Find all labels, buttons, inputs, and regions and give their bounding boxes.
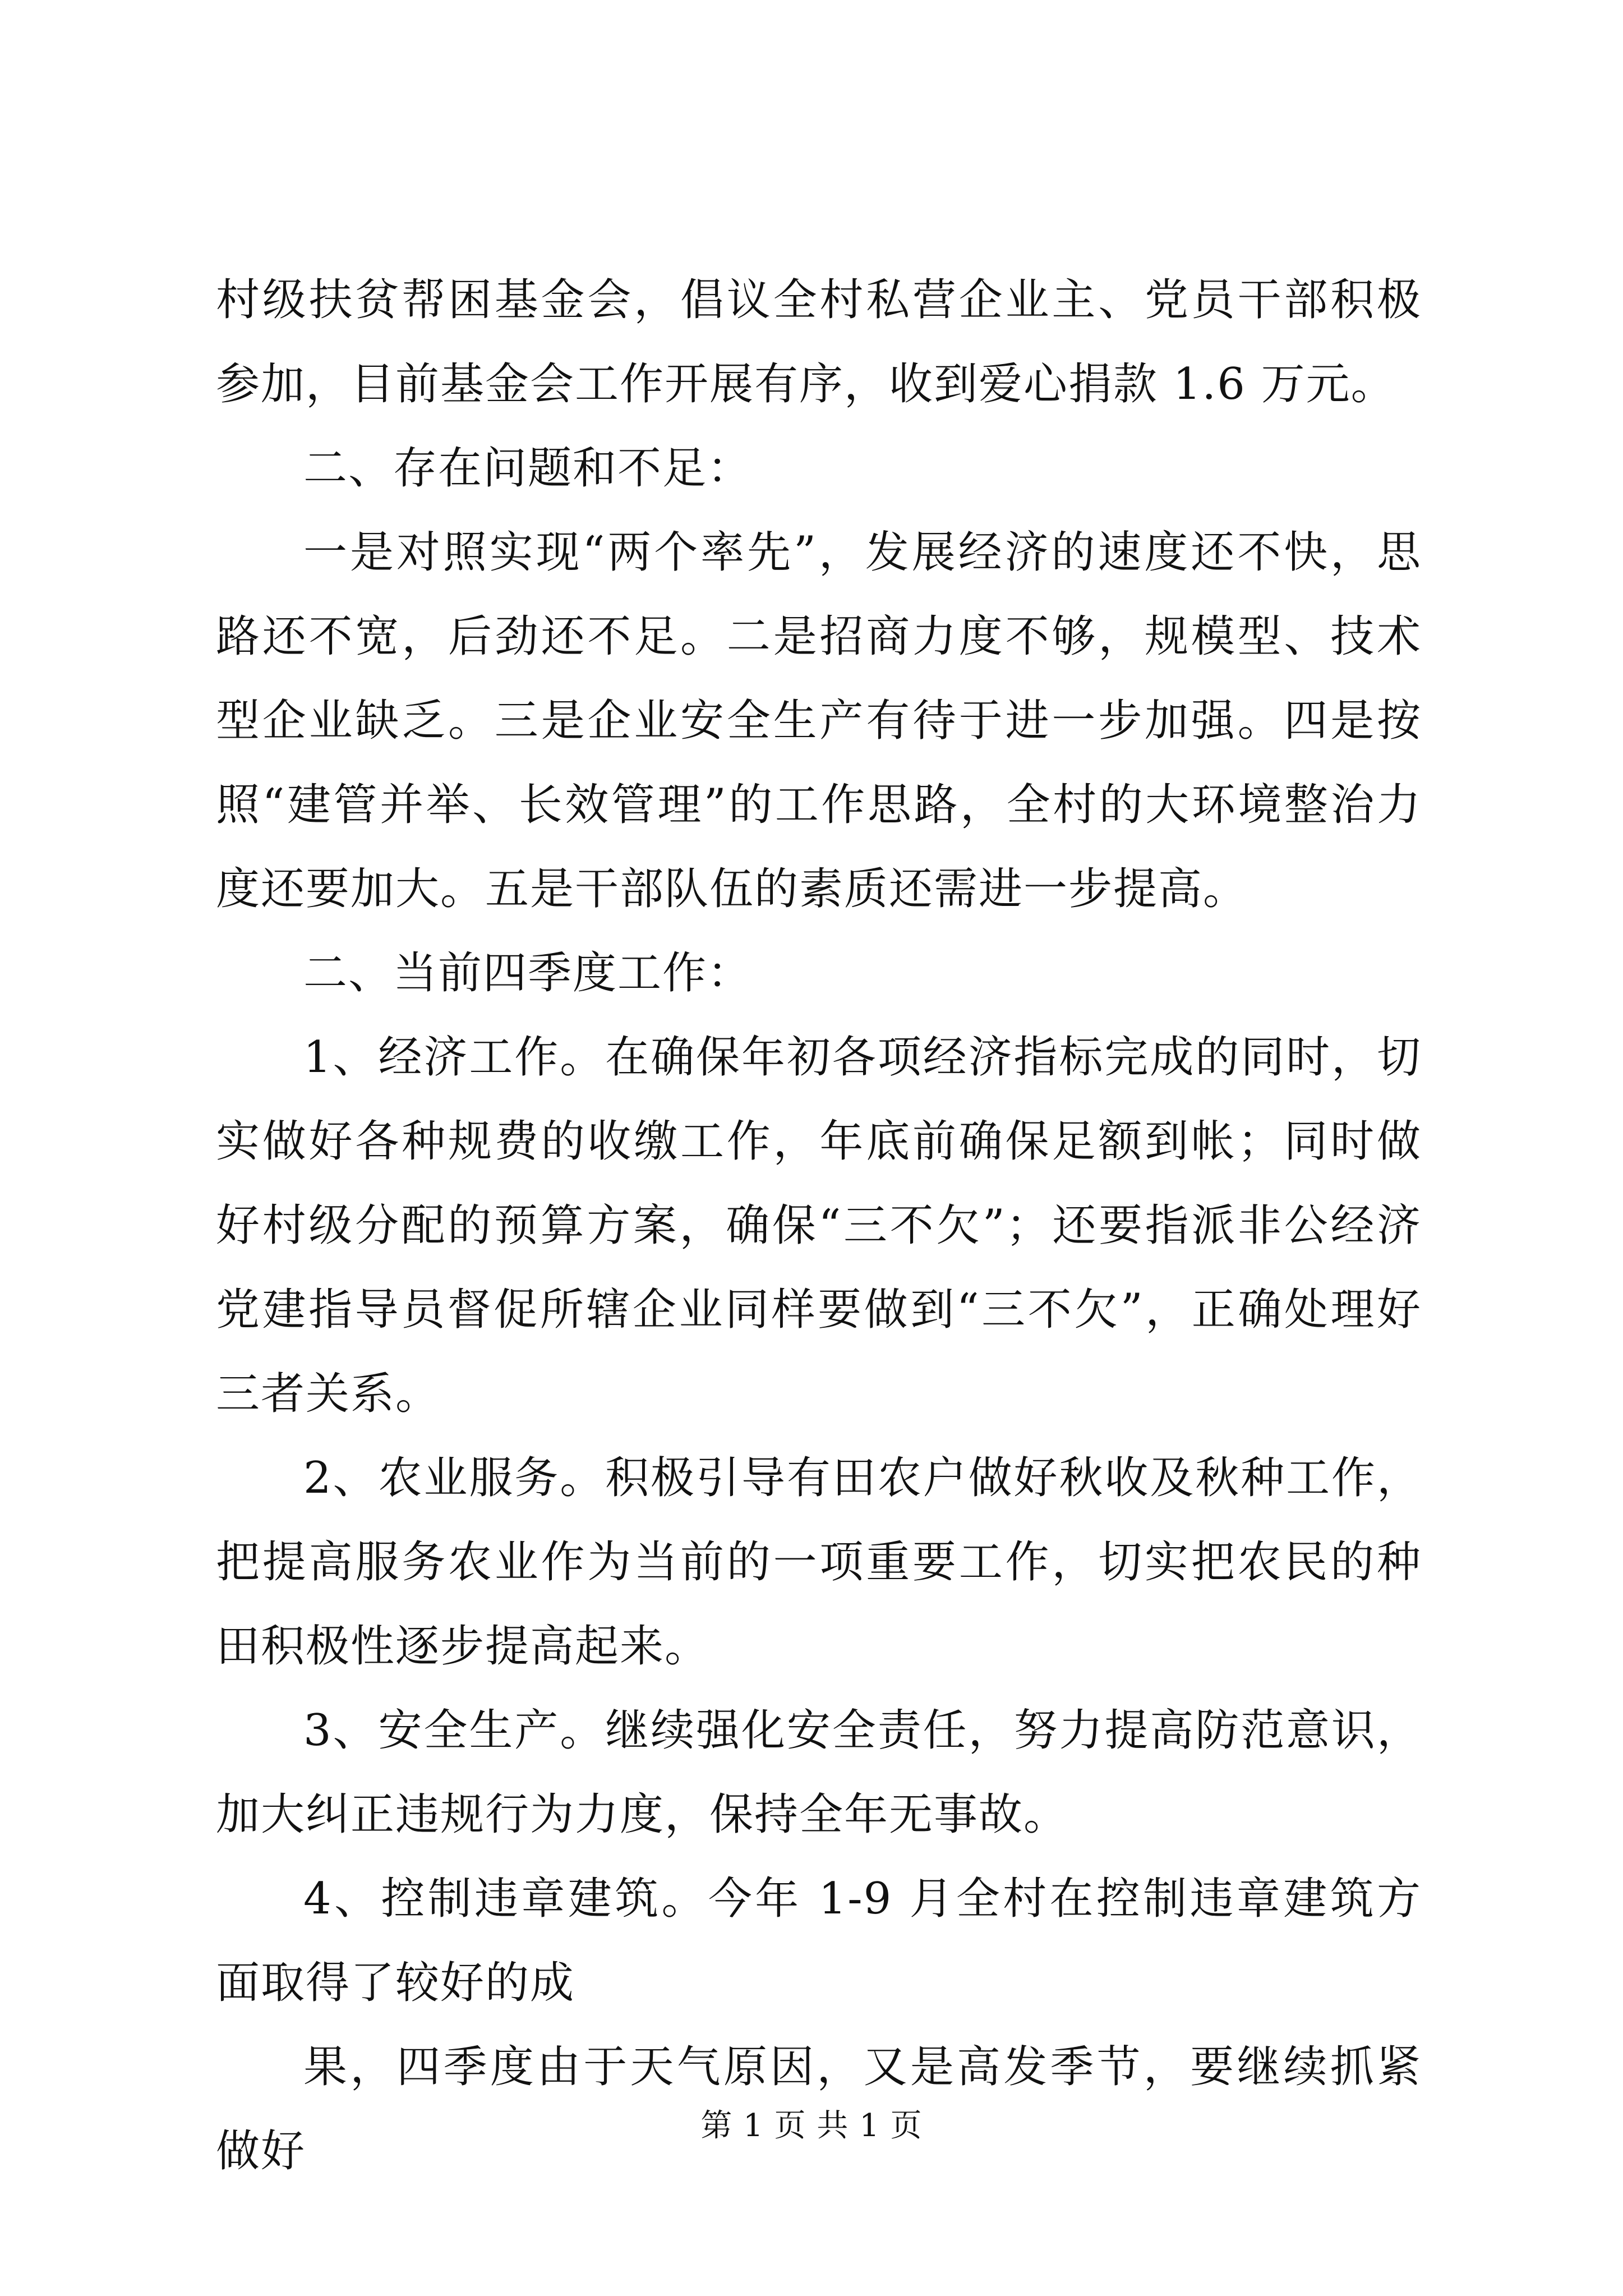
paragraph-safety-production: 3、安全生产。继续强化安全责任，努力提高防范意识，加大纠正违规行为力度，保持全年无事故。 [216,1705,1422,1840]
paragraph-fund-intro: 村级扶贫帮困基金会，倡议全村私营企业主、党员干部积极参加，目前基金会工作开展有序，收到爱心捐款 1.6 万元。 [216,275,1422,409]
document-body [216,258,1422,2193]
paragraph-agriculture-service: 2、农业服务。积极引导有田农户做好秋收及秋种工作，把提高服务农业作为当前的一项重要工作，切实把农民的种田积极性逐步提高起来。 [216,1453,1422,1672]
page-footer [0,2106,1623,2146]
paragraph-continuation: 果，四季度由于天气原因，又是高发季节，要继续抓紧做好 [216,2042,1422,2177]
paragraph-illegal-construction: 4、控制违章建筑。今年 1-9 月全村在控制违章建筑方面取得了较好的成 [216,1874,1422,2008]
paragraph-problems: 一是对照实现“两个率先”，发展经济的速度还不快，思路还不宽，后劲还不足。二是招商力度不够，规模型、技术型企业缺乏。三是企业安全生产有待于进一步加强。四是按照“建管并举、长效管理”的工作思路，全村的大环境整治力度还要加大。五是干部队伍的素质还需进一步提高。 [216,527,1422,914]
paragraph-economic-work: 1、经济工作。在确保年初各项经济指标完成的同时，切实做好各种规费的收缴工作，年底前确保足额到帐；同时做好村级分配的预算方案，确保“三不欠”；还要指派非公经济党建指导员督促所辖企业同样要做到“三不欠”，正确处理好三者关系。 [216,1032,1422,1419]
heading-q4-work: 二、当前四季度工作： [303,948,753,999]
heading-problems: 二、存在问题和不足： [303,443,753,494]
page-number-label: 第 1 页 共 1 页 [700,2108,923,2144]
